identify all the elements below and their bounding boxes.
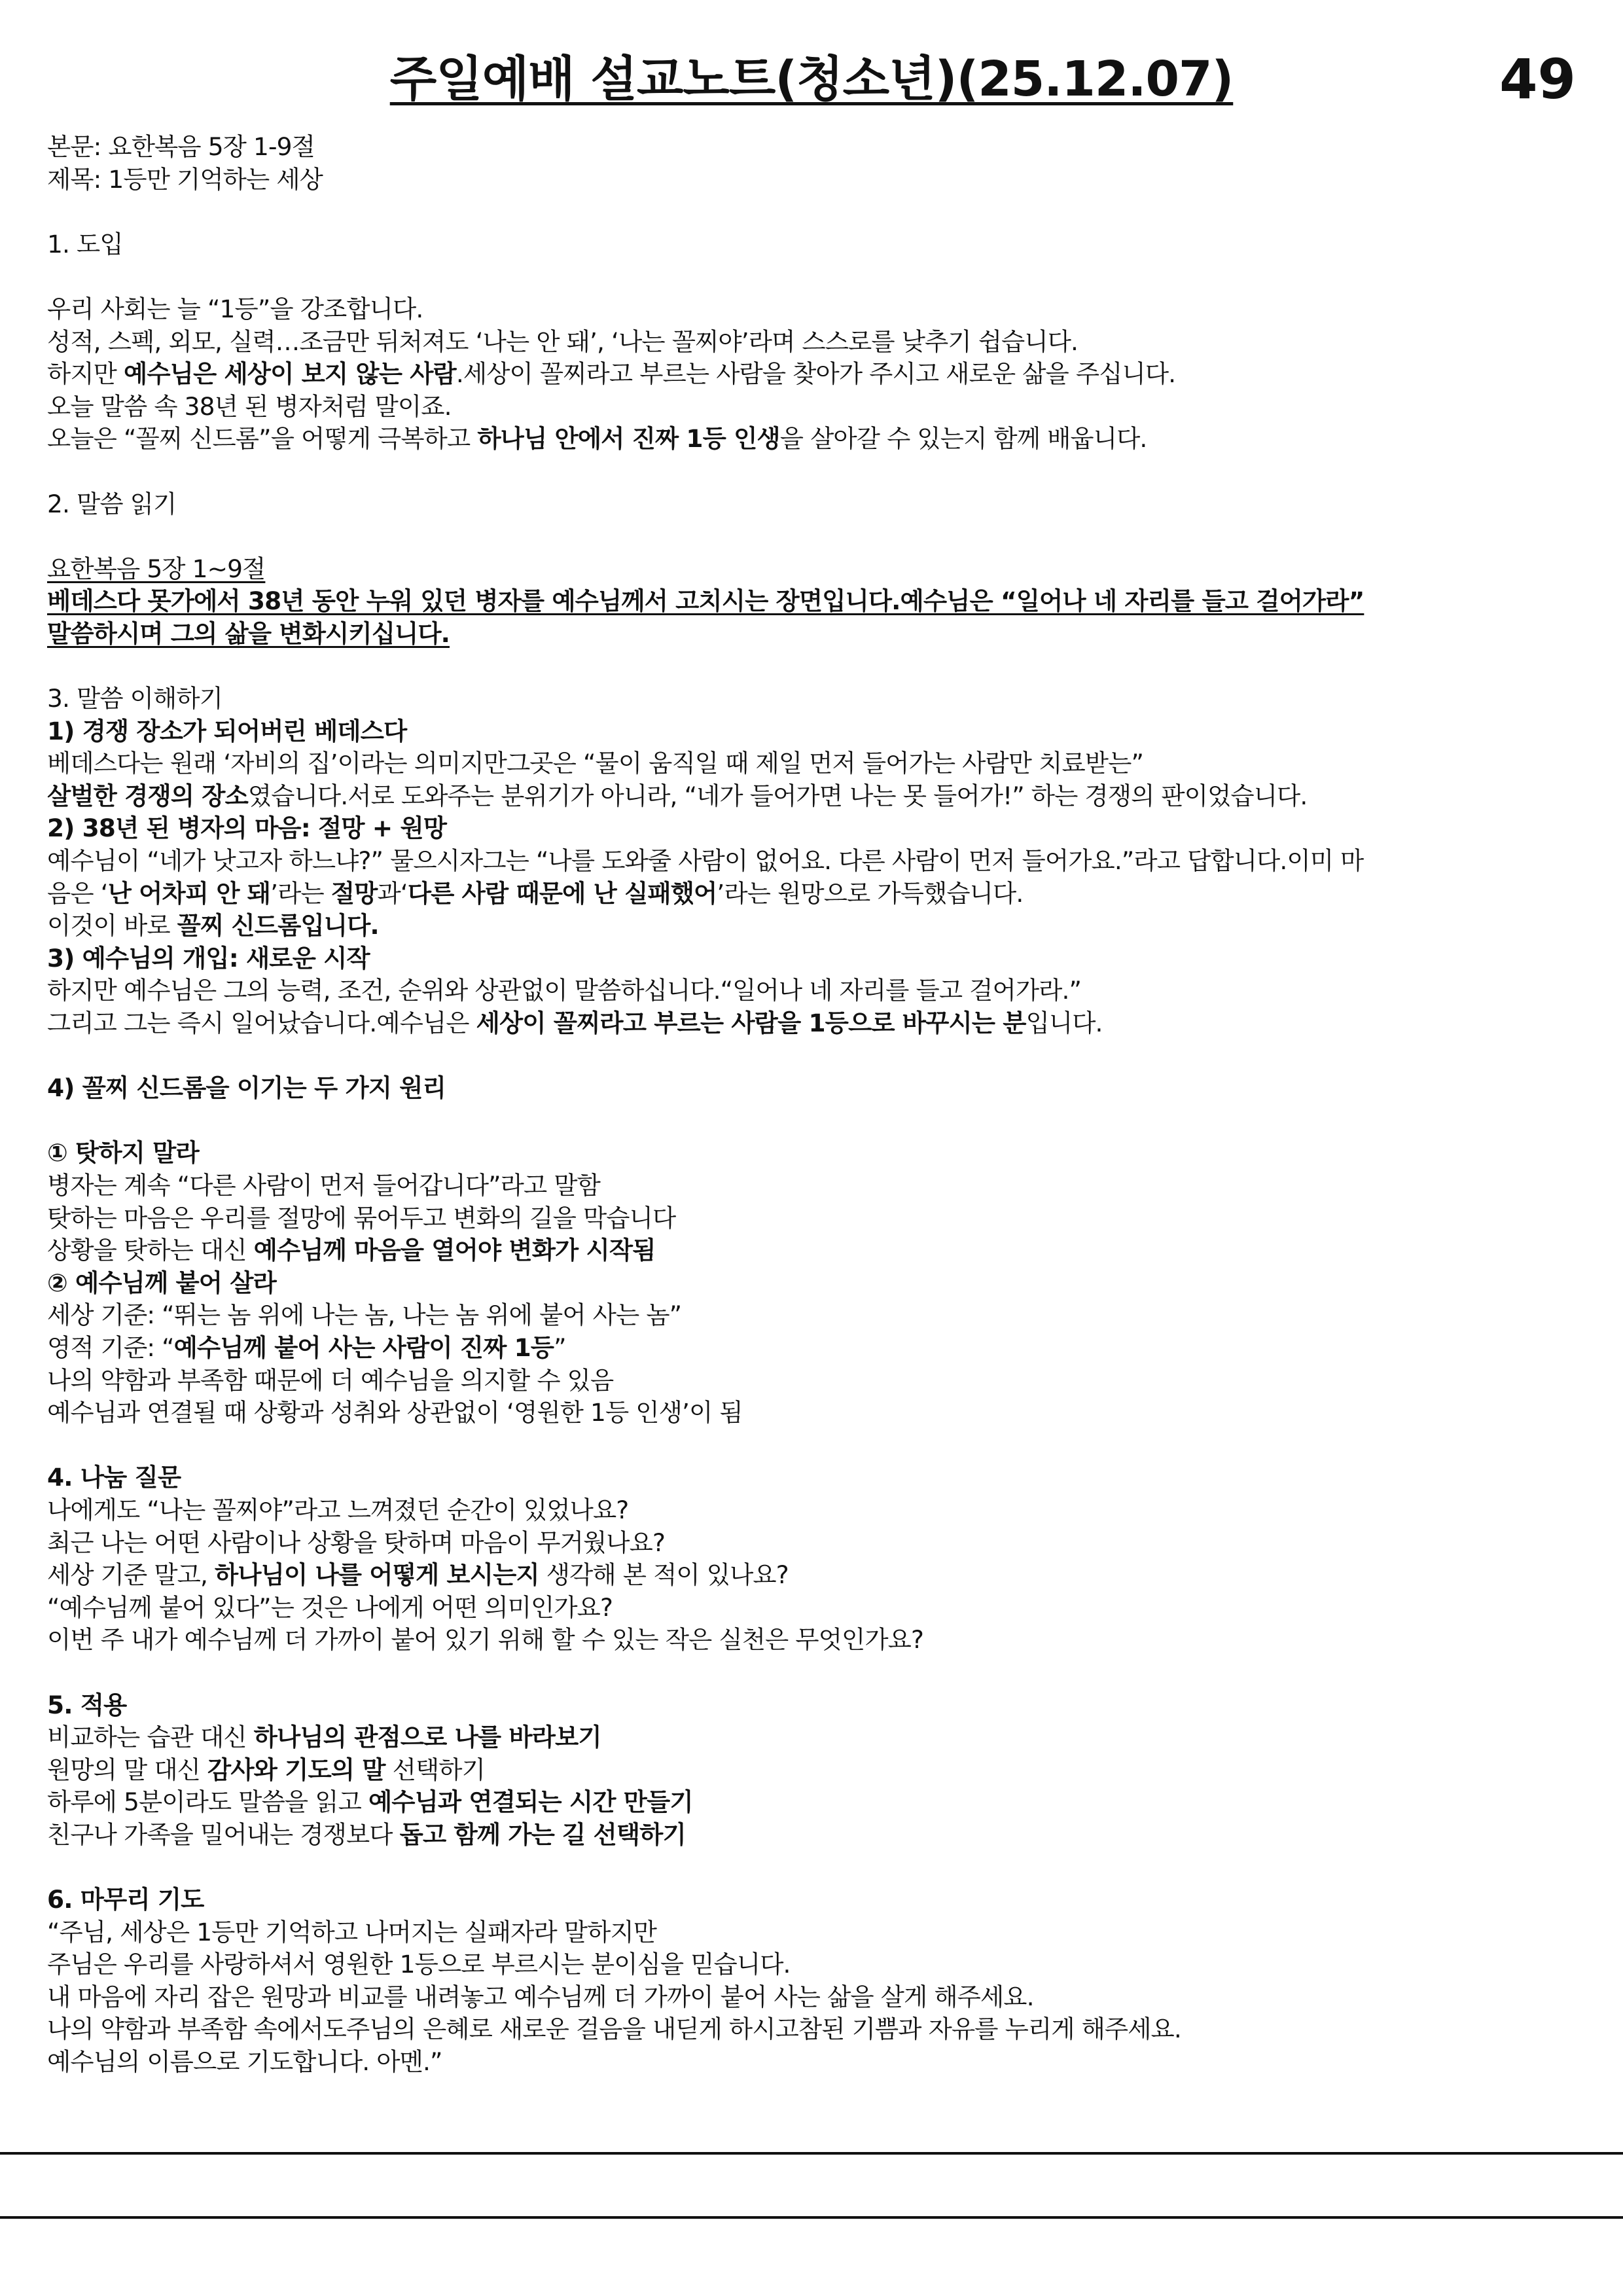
section-heading-application: 5. 적용: [47, 1690, 127, 1719]
scripture-passage: 본문: 요한복음 5장 1-9절: [47, 132, 315, 161]
body-line: 탓하는 마음은 우리를 절망에 묶어두고 변화의 길을 막습니다: [47, 1203, 676, 1232]
text-run: 입니다.: [1026, 1009, 1103, 1038]
subsection-title: 2) 38년 된 병자의 마음: 절망 + 원망: [47, 814, 447, 843]
text-run: ’라는 원망으로 가득했습니다.: [717, 878, 1024, 908]
body-line: [47, 878, 1578, 910]
text-run: 상황을 탓하는 대신: [47, 1236, 254, 1265]
body-line: 하지만 예수님은 그의 능력, 조건, 순위와 상관없이 말씀하십니다.“일어나 네 자리를 들고 걸어가라.”: [47, 976, 1082, 1005]
section-heading-understanding: 3. 말씀 이해하기: [47, 684, 223, 713]
section-heading-reading: 2. 말씀 읽기: [47, 489, 177, 518]
body-line: [47, 1332, 1578, 1365]
body-line: [47, 1007, 1578, 1040]
question-line: 나에게도 “나는 꼴찌야”라고 느껴졌던 순간이 있었나요?: [47, 1495, 629, 1524]
intro-line: 우리 사회는 늘 “1등”을 강조합니다.: [47, 294, 423, 323]
body-line: 예수님이 “네가 낫고자 하느냐?” 물으시자그는 “나를 도와줄 사람이 없어요. 다른 사람이 먼저 들어가요.”라고 답합니다.이미 마: [47, 846, 1364, 876]
application-line: [47, 1786, 1578, 1819]
text-run: 원망의 말 대신: [47, 1755, 208, 1784]
text-run: .세상이 꼴찌라고 부르는 사람을 찾아가 주시고 새로운 삶을 주십니다.: [455, 359, 1176, 389]
text-run: 이것이 바로: [47, 911, 177, 941]
application-line: [47, 1819, 1578, 1852]
text-run: 비교하는 습관 대신: [47, 1723, 254, 1752]
body-line: 세상 기준: “뛰는 놈 위에 나는 놈, 나는 놈 위에 붙어 사는 놈”: [47, 1300, 682, 1330]
text-run: ”: [554, 1333, 566, 1362]
question-line: 최근 나는 어떤 사람이나 상황을 탓하며 마음이 무거웠나요?: [47, 1528, 665, 1557]
intro-line: 성적, 스펙, 외모, 실력…조금만 뒤처져도 ‘나는 안 돼’, ‘나는 꼴찌야’라며 스스로를 낮추기 쉽습니다.: [47, 327, 1079, 356]
principle-title: ① 탓하지 말라: [47, 1138, 199, 1168]
emphasis-text: 하나님이 나를 어떻게 보시는지: [215, 1560, 539, 1590]
application-line: [47, 1754, 1578, 1787]
section-heading-sharing: 4. 나눔 질문: [47, 1463, 181, 1492]
emphasis-text: 하나님 안에서 진짜 1등 인생: [477, 424, 780, 454]
intro-line: [47, 358, 1578, 391]
body-line: [47, 780, 1578, 813]
intro-line: [47, 423, 1578, 456]
application-line: [47, 1721, 1578, 1754]
emphasis-text: 예수님과 연결되는 시간 만들기: [368, 1787, 693, 1817]
emphasis-text: 꼴찌 신드롬입니다.: [177, 911, 379, 941]
text-run: 하지만: [47, 359, 124, 389]
text-run: 영적 기준: “: [47, 1333, 174, 1362]
question-line: [47, 1559, 1578, 1592]
emphasis-text: 다른 사람 때문에 난 실패했어: [407, 878, 717, 908]
emphasis-text: 하나님의 관점으로 나를 바라보기: [253, 1723, 601, 1752]
prayer-line: 주님은 우리를 사랑하셔서 영원한 1등으로 부르시는 분이심을 믿습니다.: [47, 1950, 791, 1979]
body-line: 베데스다는 원래 ‘자비의 집’이라는 의미지만그곳은 “물이 움직일 때 제일 먼저 들어가는 사람만 치료받는”: [47, 749, 1143, 778]
emphasis-text: 돕고 함께 가는 길 선택하기: [399, 1820, 686, 1849]
reading-reference: 요한복음 5장 1~9절: [47, 554, 266, 583]
emphasis-text: 난 어차피 안 돼: [107, 878, 271, 908]
text-run: 선택하기: [385, 1755, 485, 1784]
sermon-notes: [47, 131, 1578, 2079]
body-line: [47, 1234, 1578, 1267]
prayer-line: 나의 약함과 부족함 속에서도주님의 은혜로 새로운 걸음을 내딛게 하시고참된 기쁨과 자유를 누리게 해주세요.: [47, 2015, 1181, 2044]
reading-summary-line: 베데스다 못가에서 38년 동안 누워 있던 병자를 예수님께서 고치시는 장면입니다.예수님은 “일어나 네 자리를 들고 걸어가라”: [47, 586, 1364, 616]
emphasis-text: 예수님께 붙어 사는 사람이 진짜 1등: [173, 1333, 554, 1362]
reading-summary-line: 말씀하시며 그의 삶을 변화시키십니다.: [47, 619, 450, 648]
text-run: 생각해 본 적이 있나요?: [539, 1560, 789, 1590]
subsection-title: 1) 경쟁 장소가 되어버린 베데스다: [47, 716, 407, 745]
text-run: 였습니다.서로 도와주는 분위기가 아니라, “네가 들어가면 나는 못 들어가!” 하는 경쟁의 판이었습니다.: [247, 781, 1308, 810]
text-run: 그리고 그는 즉시 일어났습니다.예수님은: [47, 1009, 476, 1038]
page-number: 49: [1499, 47, 1576, 111]
body-line: 나의 약함과 부족함 때문에 더 예수님을 의지할 수 있음: [47, 1365, 614, 1395]
principle-title: ② 예수님께 붙어 살라: [47, 1268, 276, 1297]
text-run: 친구나 가족을 밀어내는 경쟁보다: [47, 1820, 400, 1849]
text-run: 세상 기준 말고,: [47, 1560, 215, 1590]
prayer-line: 내 마음에 자리 잡은 원망과 비교를 내려놓고 예수님께 더 가까이 붙어 사는 삶을 살게 해주세요.: [47, 1982, 1034, 2011]
intro-line: 오늘 말씀 속 38년 된 병자처럼 말이죠.: [47, 391, 452, 421]
prayer-line: 예수님의 이름으로 기도합니다. 아멘.”: [47, 2047, 442, 2077]
emphasis-text: 세상이 꼴찌라고 부르는 사람을 1등으로 바꾸시는 분: [476, 1009, 1026, 1038]
text-run: 오늘은 “꼴찌 신드롬”을 어떻게 극복하고: [47, 424, 478, 454]
prayer-line: “주님, 세상은 1등만 기억하고 나머지는 실패자라 말하지만: [47, 1917, 657, 1946]
section-heading-intro: 1. 도입: [47, 229, 123, 259]
page-title: 주일예배 설교노트(청소년)(25.12.07): [389, 51, 1234, 107]
emphasis-text: 절망: [330, 878, 378, 908]
text-run: 을 살아갈 수 있는지 함께 배웁니다.: [779, 424, 1147, 454]
question-line: “예수님께 붙어 있다”는 것은 나에게 어떤 의미인가요?: [47, 1592, 613, 1622]
body-line: 예수님과 연결될 때 상황과 성취와 상관없이 ‘영원한 1등 인생’이 됨: [47, 1398, 743, 1427]
emphasis-text: 예수님께 마음을 열어야 변화가 시작됨: [253, 1236, 656, 1265]
emphasis-text: 감사와 기도의 말: [207, 1755, 385, 1784]
emphasis-text: 예수님은 세상이 보지 않는 사람: [124, 359, 456, 389]
text-run: ’라는: [270, 878, 331, 908]
footer-rule-top: [0, 2152, 1623, 2155]
section-heading-prayer: 6. 마무리 기도: [47, 1885, 204, 1914]
subsection-title: 4) 꼴찌 신드롬을 이기는 두 가지 원리: [47, 1073, 446, 1103]
sermon-title: 제목: 1등만 기억하는 세상: [47, 164, 323, 194]
subsection-title: 3) 예수님의 개입: 새로운 시작: [47, 943, 370, 973]
text-run: 하루에 5분이라도 말씀을 읽고: [47, 1787, 368, 1817]
body-line: [47, 910, 1578, 942]
emphasis-text: 살벌한 경쟁의 장소: [47, 781, 248, 810]
question-line: 이번 주 내가 예수님께 더 가까이 붙어 있기 위해 할 수 있는 작은 실천은 무엇인가요?: [47, 1625, 924, 1655]
body-line: 병자는 계속 “다른 사람이 먼저 들어갑니다”라고 말함: [47, 1171, 600, 1200]
footer-rule-bottom: [0, 2216, 1623, 2219]
text-run: 음은 ‘: [47, 878, 108, 908]
text-run: 과‘: [377, 878, 408, 908]
